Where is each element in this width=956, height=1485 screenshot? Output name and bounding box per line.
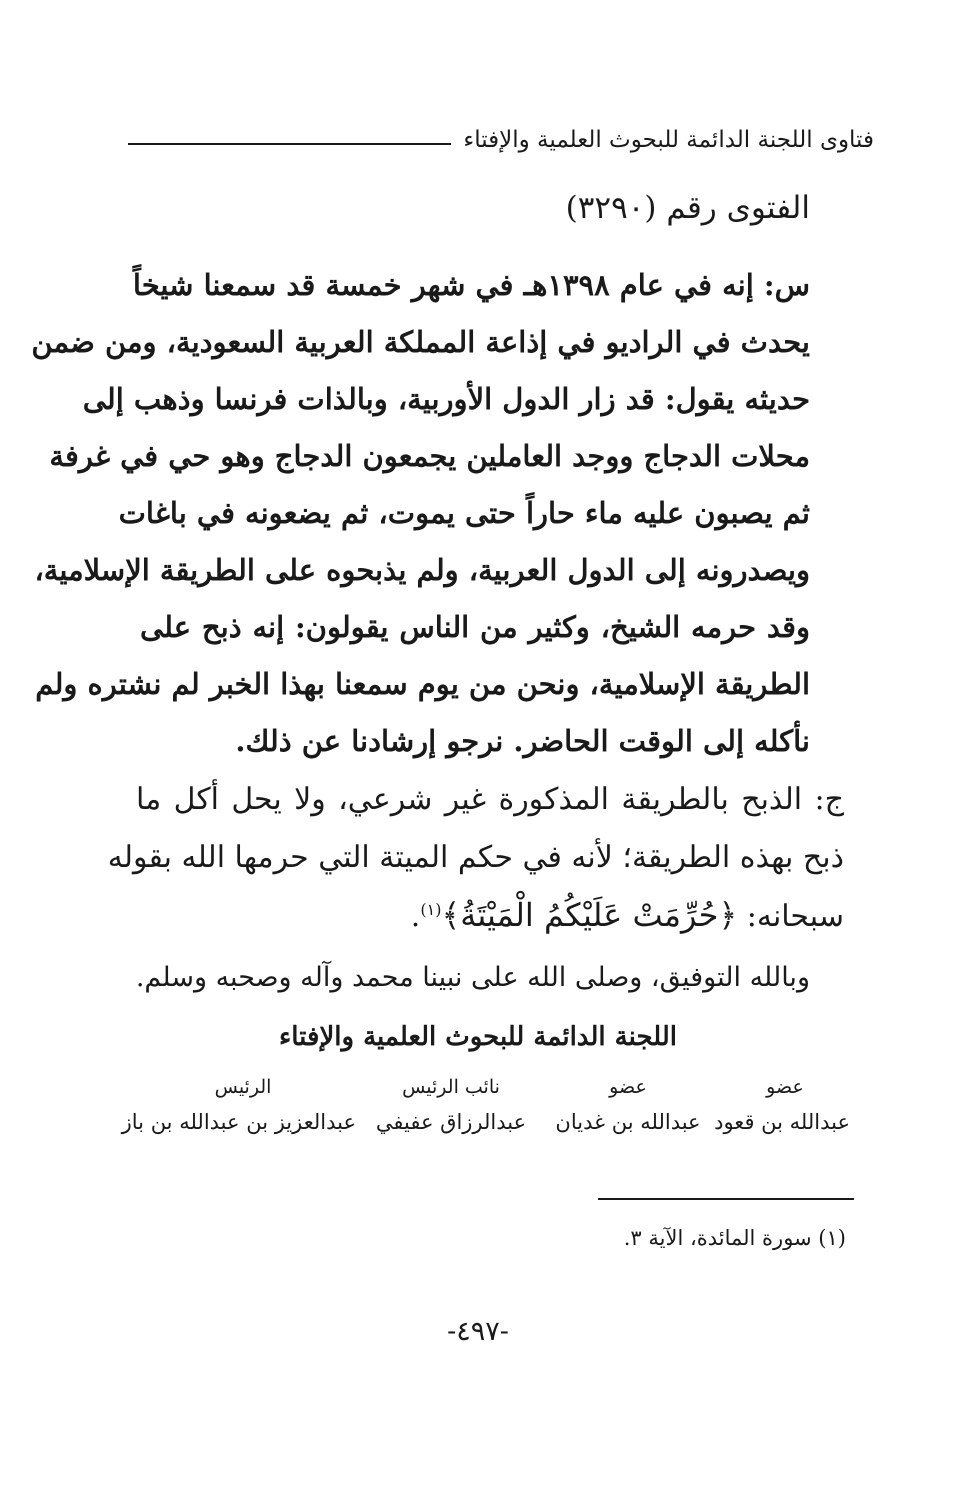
footnote-ref: (١) [420, 900, 442, 919]
signatory [548, 1072, 708, 1142]
running-header-title: فتاوى اللجنة الدائمة للبحوث العلمية والإفتاء [463, 127, 874, 153]
question-line: وقد حرمه الشيخ، وكثير من الناس يقولون: إنه ذبح على [140, 610, 810, 644]
signatory [714, 1072, 850, 1142]
signatory [362, 1072, 540, 1142]
question-line: ثم يصبون عليه ماء حاراً حتى يموت، ثم يضعونه في باغات [118, 496, 810, 530]
question-line: ويصدرونه إلى الدول العربية، ولم يذبحوه على الطريقة الإسلامية، [34, 553, 810, 587]
signatory-role: الرئيس [214, 1076, 272, 1098]
signatory-role: عضو [609, 1076, 647, 1098]
signatory-role: نائب الرئيس [402, 1076, 500, 1098]
signatory-name: عبدالرزاق عفيفي [375, 1110, 527, 1134]
answer-prefix: سبحانه: [746, 899, 844, 934]
committee-name: اللجنة الدائمة للبحوث العلمية والإفتاء [279, 1022, 677, 1052]
signatory [121, 1072, 356, 1142]
signatory-role: عضو [766, 1076, 804, 1098]
closing-prayer: وبالله التوفيق، وصلى الله على نبينا محمد وآله وصحبه وسلم. [135, 962, 810, 993]
answer-suffix: . [410, 899, 421, 934]
answer-line: ج: الذبح بالطريقة المذكورة غير شرعي، ولا يحل أكل ما [136, 782, 844, 817]
footnote: (١) سورة المائدة، الآية ٣. [623, 1226, 846, 1250]
fatwa-number: الفتوى رقم (٣٢٩٠) [565, 190, 810, 226]
question-line: نأكله إلى الوقت الحاضر. نرجو إرشادنا عن ذلك. [235, 724, 810, 758]
question-line: يحدث في الراديو في إذاعة المملكة العربية السعودية، ومن ضمن [31, 325, 810, 359]
header-rule [128, 143, 451, 145]
question-line: س: إنه في عام ١٣٩٨هـ في شهر خمسة قد سمعنا شيخاً [132, 268, 810, 302]
answer-line: ذبح بهذه الطريقة؛ لأنه في حكم الميتة التي حرمها الله بقوله [107, 840, 844, 875]
signatory-name: عبدالعزيز بن عبدالله بن باز [121, 1110, 356, 1134]
footnote-rule [598, 1198, 854, 1200]
running-header [128, 120, 874, 160]
question-line: محلات الدجاج ووجد العاملين يجمعون الدجاج وهو حي في غرفة [49, 439, 810, 473]
signatory-name: عبدالله بن غديان [555, 1110, 701, 1134]
answer-line-quran [411, 896, 844, 934]
page-number: -٤٩٧- [447, 1316, 509, 1347]
signatory-name: عبدالله بن قعود [714, 1110, 850, 1134]
question-line: الطريقة الإسلامية، ونحن من يوم سمعنا بهذا الخبر لم نشتره ولم [35, 667, 810, 701]
quran-verse: ﴿حُرِّمَتْ عَلَيْكُمُ الْمَيْتَةُ﴾ [441, 896, 738, 934]
question-line: حديثه يقول: قد زار الدول الأوربية، وبالذات فرنسا وذهب إلى [82, 382, 810, 416]
